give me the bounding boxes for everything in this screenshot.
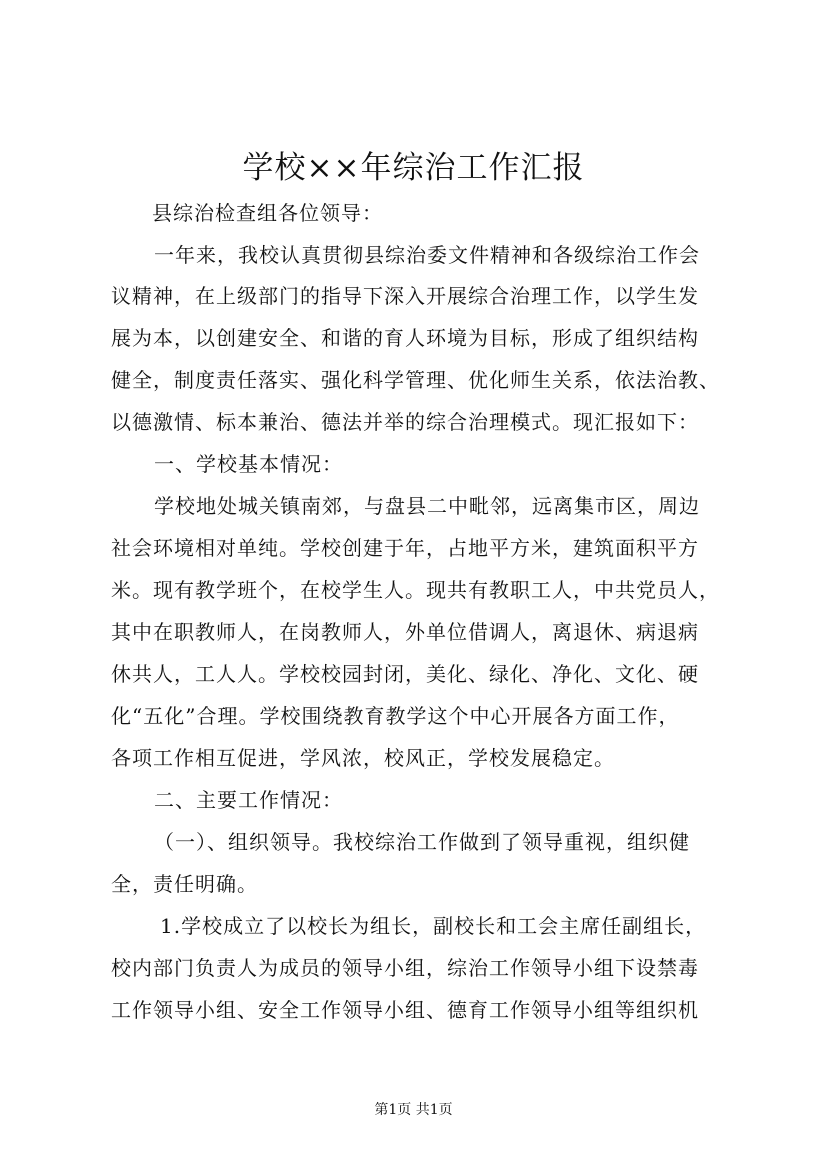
paragraph-line: （一）、组织领导。我校综治工作做到了领导重视，组织健 bbox=[154, 830, 690, 854]
paragraph-line: 化“五化”合理。学校围绕教育教学这个中心开展各方面工作， bbox=[111, 704, 680, 728]
paragraph-line: 工作领导小组、安全工作领导小组、德育工作领导小组等组织机 bbox=[111, 998, 699, 1022]
paragraph-line: 各项工作相互促进，学风浓，校风正，学校发展稳定。 bbox=[111, 746, 615, 770]
paragraph-line: 健全，制度责任落实、强化科学管理、优化师生关系，依法治教、 bbox=[111, 368, 720, 392]
paragraph-line: 其中在职教师人，在岗教师人，外单位借调人，离退休、病退病 bbox=[111, 620, 699, 644]
salutation-line: 县综治检查组各位领导： bbox=[152, 201, 383, 225]
paragraph-line: 以德激情、标本兼治、德法并举的综合治理模式。现汇报如下： bbox=[111, 410, 699, 434]
paragraph-line: 米。现有教学班个，在校学生人。现共有教职工人，中共党员人， bbox=[111, 578, 720, 602]
paragraph-line: 休共人，工人人。学校校园封闭，美化、绿化、净化、文化、硬 bbox=[111, 662, 699, 686]
section-heading: 一、学校基本情况： bbox=[154, 452, 343, 476]
paragraph-line: 学校地处城关镇南郊，与盘县二中毗邻，远离集市区，周边 bbox=[154, 494, 700, 518]
paragraph-line: 一年来，我校认真贯彻县综治委文件精神和各级综治工作会 bbox=[154, 243, 700, 267]
section-heading: 二、主要工作情况： bbox=[154, 788, 343, 812]
paragraph-line: 校内部门负责人为成员的领导小组，综治工作领导小组下设禁毒 bbox=[111, 956, 699, 980]
paragraph-line: 全，责任明确。 bbox=[111, 872, 258, 896]
paragraph-line: 展为本，以创建安全、和谐的育人环境为目标，形成了组织结构 bbox=[111, 326, 699, 350]
document-title: 学校××年综治工作汇报 bbox=[242, 150, 585, 186]
paragraph-line: 议精神，在上级部门的指导下深入开展综合治理工作，以学生发 bbox=[111, 284, 699, 308]
page-footer: 第1页 共1页 bbox=[374, 1102, 453, 1118]
paragraph-line: 社会环境相对单纯。学校创建于年，占地平方米，建筑面积平方 bbox=[111, 536, 699, 560]
paragraph-line: 1.学校成立了以校长为组长，副校长和工会主席任副组长， bbox=[160, 914, 707, 938]
